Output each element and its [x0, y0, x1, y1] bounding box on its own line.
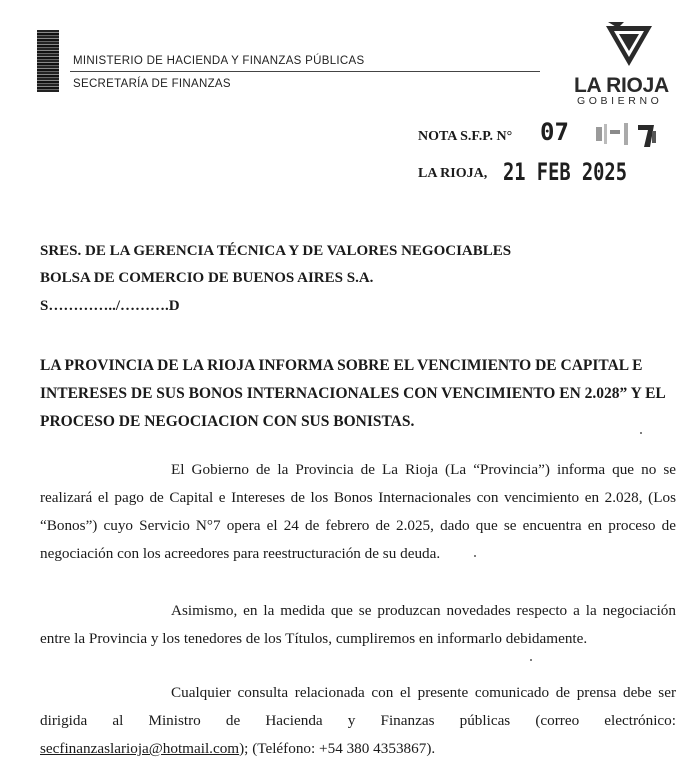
ministry-heading: MINISTERIO DE HACIENDA Y FINANZAS PÚBLICAS — [73, 55, 365, 67]
secretariat-heading: SECRETARÍA DE FINANZAS — [73, 78, 231, 90]
header-rule — [70, 71, 540, 72]
contact-phone-text: ); (Teléfono: +54 380 4353867). — [239, 740, 436, 757]
date-place: LA RIOJA, — [418, 166, 488, 181]
scan-speck — [474, 555, 476, 557]
logo-subtitle: GOBIERNO — [577, 95, 663, 107]
date-stamp — [503, 158, 662, 186]
scan-speck — [530, 659, 532, 661]
date-stamp-text: 21 FEB 2025 — [503, 158, 627, 186]
contact-text: Cualquier consulta relacionada con el presente comunicado de prensa debe ser dirigida al Ministro de Hacienda y Finanzas públicas (correo electrónico: — [40, 684, 676, 729]
body-paragraph-1: El Gobierno de la Provincia de La Rioja (La “Provincia”) informa que no se realizará el pago de Capital e Intereses de los Bonos Internacionales con vencimiento en 2.028, (Los “Bonos”) cuyo Servicio N°7 opera el 24 de febrero de 2.025, dado que se encuentra en proceso de negociación con los acreedores para reestructuración de su deuda. — [40, 461, 676, 562]
note-label: NOTA S.F.P. N° — [418, 129, 513, 144]
note-number-stamp: 07 — [540, 118, 569, 146]
scan-barcode-strip — [37, 30, 59, 92]
logo-title: LA RIOJA — [574, 74, 669, 97]
addressee-line-1: SRES. DE LA GERENCIA TÉCNICA Y DE VALORES NEGOCIABLES — [40, 243, 512, 259]
body-paragraph-2: Asimismo, en la medida que se produzcan novedades respecto a la negociación entre la Provincia y los tenedores de los Títulos, cumpliremos en informarlo debidamente. — [40, 602, 676, 647]
scan-speck — [640, 432, 642, 434]
la-rioja-shield-icon — [604, 22, 654, 68]
stamp-smudge — [594, 121, 660, 149]
addressee-line-3: S…………../……….D — [40, 298, 180, 314]
subject-heading: LA PROVINCIA DE LA RIOJA INFORMA SOBRE EL VENCIMIENTO DE CAPITAL E INTERESES DE SUS BONOS INTERNACIONALES CON VENCIMIENTO EN 2.028” Y EL PROCESO DE NEGOCIACION CON SUS BONISTAS. — [40, 357, 665, 430]
contact-email-link[interactable]: secfinanzaslarioja@hotmail.com — [40, 740, 240, 757]
body-paragraph-3 — [40, 679, 676, 763]
addressee-line-2: BOLSA DE COMERCIO DE BUENOS AIRES S.A. — [40, 270, 374, 286]
